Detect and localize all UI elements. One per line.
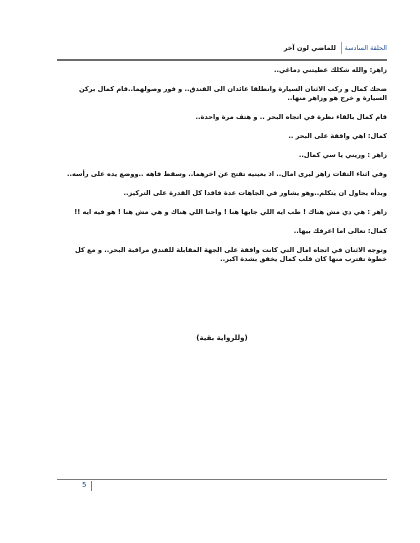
paragraph: زاهر : وريني يا سي كمال..: [298, 151, 387, 159]
paragraph: وفي اثناء التفات زاهر ليرى امال.. اذ بعينيه تفتح عن اخرهما.. وسقط فاهه ..ووضع يده على رأسه..: [67, 170, 387, 178]
paragraph: زاهر : هي دي مش هناك ! طب ايه اللي جابها هنا ! واحنا اللي هناك و هي مش هنا ! هو فيه ايه !!: [74, 208, 387, 216]
chapter-label: الحلقة السادسة: [344, 44, 387, 52]
paragraph: ضحك كمال و ركب الاثنان السيارة وانطلقا عائدان الى الفندق.. و فور وصولهما..قام كمال بركن السيارة و خرج هو وزاهر منها..: [78, 85, 387, 102]
to-be-continued-note: (وللرواية بقية): [196, 334, 248, 342]
header-rule: [57, 59, 387, 61]
document-title: للماضي لون آخر: [283, 44, 336, 52]
paragraph: كمال: اهي واقفة على البحر ..: [288, 132, 387, 140]
header-separator: [341, 42, 342, 54]
footer-rule: [57, 479, 387, 480]
page-header: [57, 41, 387, 57]
page-number: 5: [82, 481, 87, 489]
paragraph: قام كمال بالقاء نظرة في اتجاه البحر .. و هتف مرة واحدة..: [195, 113, 387, 121]
paragraph: زاهر: والله شكلك عطيتني دماغي..: [273, 66, 387, 74]
paragraph: وبدأه يحاول ان يتكلم..وهو يشاور في الجاهات عدة فاقدا كل القدرة على التركيز..: [123, 189, 387, 197]
paragraph: كمال: تعالى اما اعرفك بيها..: [293, 227, 387, 235]
document-body: [57, 66, 387, 274]
paragraph: وتوجه الاثنان في اتجاه امال التي كانت واقفة على الجهة المقابلة للفندق مراقبة البحر.. و مع كل خطوة تقترب منها كان قلب كمال يخفق بشدة اكبر..: [74, 246, 387, 263]
footer-separator: [91, 481, 92, 491]
